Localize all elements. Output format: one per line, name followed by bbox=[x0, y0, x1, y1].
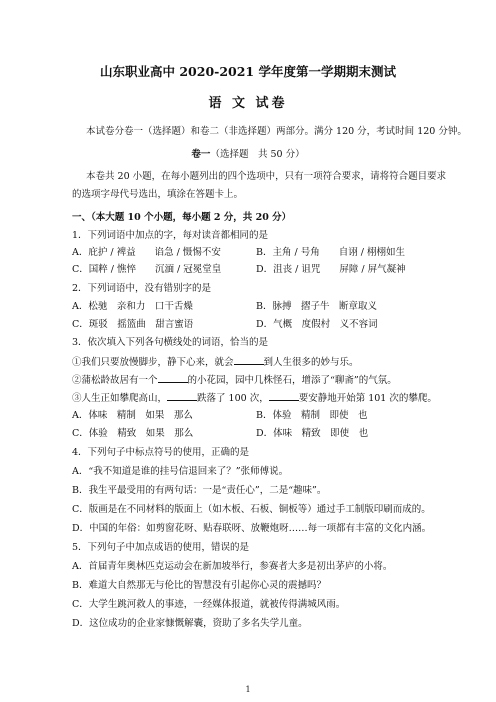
question-3-stem: 3．依次填入下列各句横线处的词语，恰当的是 bbox=[72, 337, 269, 348]
q3-sentence-2-part-1: ②蒲松龄故居有一个 bbox=[72, 375, 158, 386]
q4-option-c: C．版画是在不同材料的版面上（如木板、石板、铜板等）通过手工制版印刷而成的。 bbox=[72, 504, 431, 515]
q3-option-c: C．体验 精致 如果 那么 bbox=[72, 428, 194, 439]
question-4-stem: 4．下列句子中标点符号的使用，正确的是 bbox=[72, 447, 250, 458]
q3-sentence-1-part-2: 到人生很多的妙与乐。 bbox=[263, 357, 359, 368]
part-label bbox=[60, 149, 436, 161]
question-3-row-1 bbox=[72, 410, 456, 422]
q3-sentence-3-part-3: 要安静地开始第 101 次的攀爬。 bbox=[298, 393, 437, 404]
part-label-name: 卷一 bbox=[191, 149, 211, 160]
exam-title: 山东职业高中 2020-2021 学年度第一学期期末测试 bbox=[100, 64, 396, 79]
fill-blank bbox=[167, 391, 197, 401]
question-5-stem: 5．下列句子中加点成语的使用，错误的是 bbox=[72, 542, 250, 553]
q5-option-a: A．首届青年奥林匹克运动会在新加坡举行，参赛者大多是初出茅庐的小将。 bbox=[72, 561, 393, 572]
q5-option-d: D．这位成功的企业家慷慨解囊，资助了多名失学儿童。 bbox=[72, 618, 308, 629]
page-number: 1 bbox=[245, 685, 251, 694]
q3-option-b: B．体验 精制 即使 也 bbox=[256, 410, 368, 421]
question-2-row-1 bbox=[72, 301, 456, 313]
q4-option-a: A．“我不知道是谁的挂号信退回来了？”张师傅说。 bbox=[72, 466, 289, 477]
q1-option-a: A．庇护 / 裨益 谄急 / 慑惕不安 bbox=[72, 247, 221, 258]
q5-option-c: C．大学生跳河救人的事迹，一经媒体报道，就被传得满城风雨。 bbox=[72, 599, 346, 610]
question-1-row-1 bbox=[72, 247, 456, 259]
q3-option-d: D．体味 精致 即使 也 bbox=[256, 428, 369, 439]
q1-option-b: B．主角 / 号角 自诩 / 栩栩如生 bbox=[256, 247, 405, 258]
q3-sentence-2 bbox=[72, 373, 456, 387]
question-1-row-2 bbox=[72, 264, 456, 276]
q2-option-c: C．斑驳 摇篮曲 甜言蜜语 bbox=[72, 319, 194, 330]
section-heading: 一、（本大题 10 个小题，每小题 2 分，共 20 分） bbox=[72, 212, 292, 223]
fill-blank bbox=[269, 391, 299, 401]
question-2-row-2 bbox=[72, 319, 456, 331]
question-3-row-2 bbox=[72, 428, 456, 440]
instructions-line-2: 的选项字母代号选出，填涂在答题卡上。 bbox=[72, 189, 244, 200]
q5-option-b: B．难道大自然那无与伦比的智慧没有引起你心灵的震撼吗？ bbox=[72, 580, 326, 591]
part-label-suffix: （选择题 共 50 分） bbox=[210, 149, 305, 160]
fill-blank bbox=[158, 373, 188, 383]
q1-option-d: D．沮丧 / 诅咒 屏障 / 屏气凝神 bbox=[256, 264, 406, 275]
q3-sentence-3-part-2: 跌落了 100 次， bbox=[197, 393, 269, 404]
q4-option-b: B．我生平最受用的有两句话：一是“责任心”，二是“趣味”。 bbox=[72, 485, 327, 496]
q2-option-a: A．松驰 亲和力 口干舌燥 bbox=[72, 301, 193, 312]
q1-option-c: C．国粹 / 憔悴 沉湎 / 冠冕堂皇 bbox=[72, 264, 222, 275]
instructions-line-1: 本卷共 20 小题，在每小题列出的四个选项中，只有一项符合要求，请将符合题目要求 bbox=[86, 171, 447, 182]
q3-sentence-1 bbox=[72, 355, 456, 369]
exam-intro: 本试卷分卷一（选择题）和卷二（非选择题）两部分。满分 120 分，考试时间 120 分钟。 bbox=[86, 126, 467, 137]
q3-sentence-2-part-2: 的小花园，园中几株怪石，增添了“聊斋”的气氛。 bbox=[187, 375, 397, 386]
q2-option-d: D．气概 度假村 义不容词 bbox=[256, 319, 378, 330]
exam-subtitle: 语 文 试卷 bbox=[208, 96, 288, 111]
q3-sentence-3-part-1: ③人生正如攀爬高山， bbox=[72, 393, 168, 404]
q3-sentence-3 bbox=[72, 391, 456, 405]
q4-option-d: D．中国的年俗：如剪窗花呀、贴春联呀、放鞭炮呀……每一项都有丰富的文化内涵。 bbox=[72, 523, 432, 534]
q3-sentence-1-part-1: ①我们只要放慢脚步，静下心来，就会 bbox=[72, 357, 234, 368]
q3-option-a: A．体味 精制 如果 那么 bbox=[72, 410, 193, 421]
question-2-stem: 2．下列词语中，没有错别字的是 bbox=[72, 283, 212, 294]
q2-option-b: B．脉搏 摺子牛 断章取义 bbox=[256, 301, 377, 312]
question-1-stem: 1．下列词语中加点的字，每对读音都相同的是 bbox=[72, 230, 269, 241]
fill-blank bbox=[234, 355, 264, 365]
